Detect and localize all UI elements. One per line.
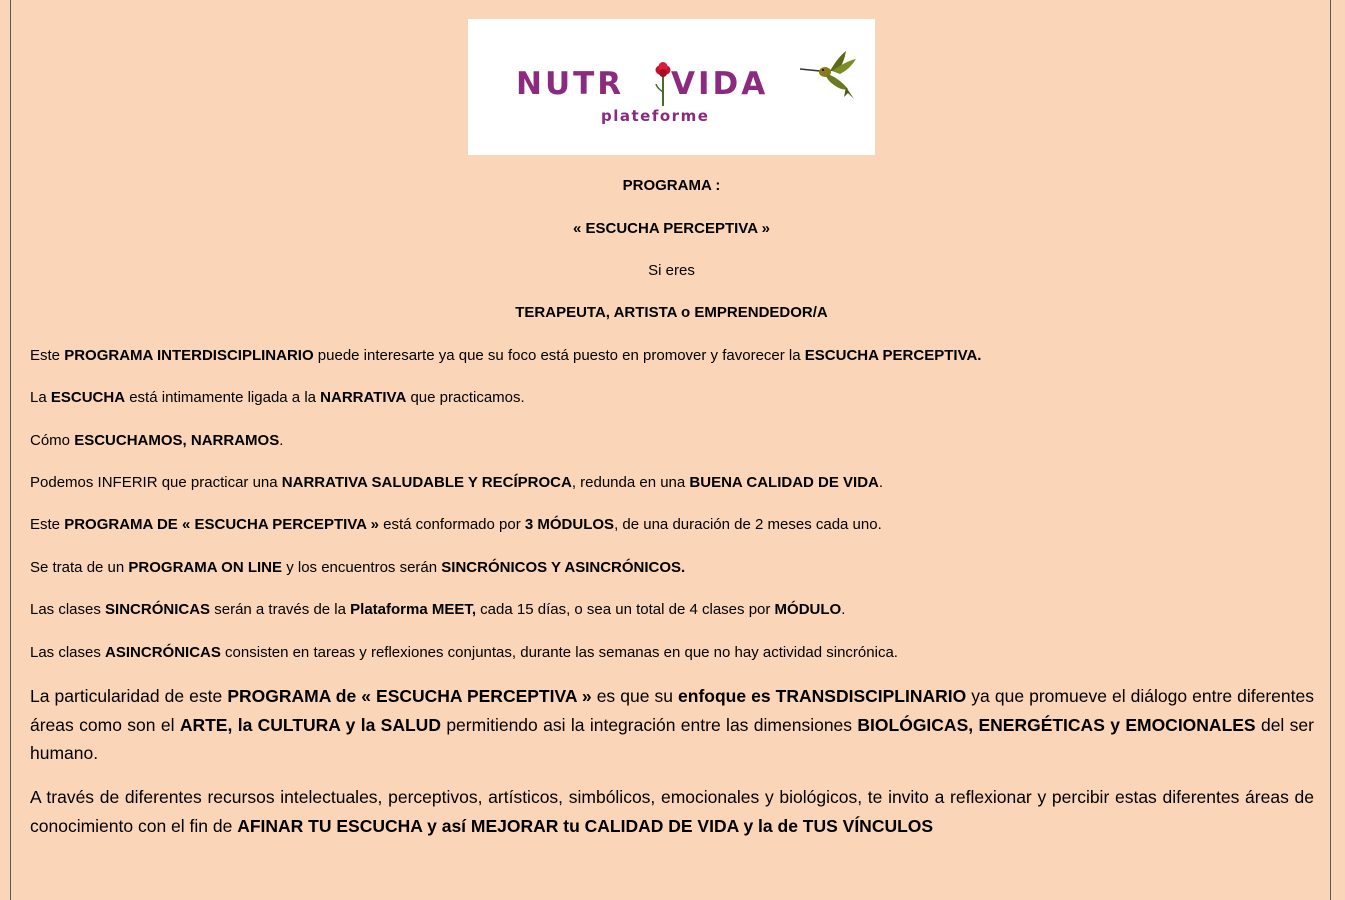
paragraph-interdisciplinary: Este PROGRAMA INTERDISCIPLINARIO puede interesarte ya que su foco está puesto en promover y favorecer la ESCUCHA PERCEPTIVA. [30, 347, 982, 364]
logo-word-right: VIDA [671, 66, 769, 102]
paragraph-como: Cómo ESCUCHAMOS, NARRAMOS. [30, 432, 284, 449]
nutrivida-logo [468, 19, 875, 155]
program-title: « ESCUCHA PERCEPTIVA » [573, 220, 770, 237]
paragraph-modulos: Este PROGRAMA DE « ESCUCHA PERCEPTIVA » está conformado por 3 MÓDULOS, de una duración de 2 meses cada uno. [30, 516, 882, 533]
paragraph-online: Se trata de un PROGRAMA ON LINE y los encuentros serán SINCRÓNICOS Y ASINCRÓNICOS. [30, 559, 686, 576]
paragraph-recursos: A través de diferentes recursos intelectuales, perceptivos, artísticos, simbólicos, emocionales y biológicos, te invito a reflexionar y percibir estas diferentes áreas de conocimiento con el fin de AFINAR TU ESCUCHA y así MEJORAR tu CALIDAD DE VIDA y la de TUS VÍNCULOS [30, 787, 1314, 836]
logo-subtitle: plateforme [601, 107, 710, 125]
paragraph-asincronicas: Las clases ASINCRÓNICAS consisten en tareas y reflexiones conjuntas, durante las semanas en que no hay actividad sincrónica. [30, 644, 898, 661]
paragraph-particularidad: La particularidad de este PROGRAMA de « ESCUCHA PERCEPTIVA » es que su enfoque es TRANSDISCIPLINARIO ya que promueve el diálogo entre diferentes áreas como son el ARTE, la CULTURA y la SALUD permitiendo asi la integración entre las dimensiones BIOLÓGICAS, ENERGÉTICAS y EMOCIONALES del ser humano. [30, 686, 1314, 763]
hummingbird-icon [798, 49, 860, 101]
intro-line: Si eres [648, 262, 695, 279]
logo-word-left: NUTR [516, 66, 625, 102]
audience-line: TERAPEUTA, ARTISTA o EMPRENDEDOR/A [515, 304, 828, 321]
paragraph-escucha: La ESCUCHA está intimamente ligada a la NARRATIVA que practicamos. [30, 389, 525, 406]
paragraph-sincronicas: Las clases SINCRÓNICAS serán a través de la Plataforma MEET, cada 15 días, o sea un total de 4 clases por MÓDULO. [30, 601, 846, 618]
paragraph-inferir: Podemos INFERIR que practicar una NARRATIVA SALUDABLE Y RECÍPROCA, redunda en una BUENA CALIDAD DE VIDA. [30, 474, 884, 491]
program-label: PROGRAMA : [622, 177, 721, 194]
document-page [10, 0, 1331, 900]
